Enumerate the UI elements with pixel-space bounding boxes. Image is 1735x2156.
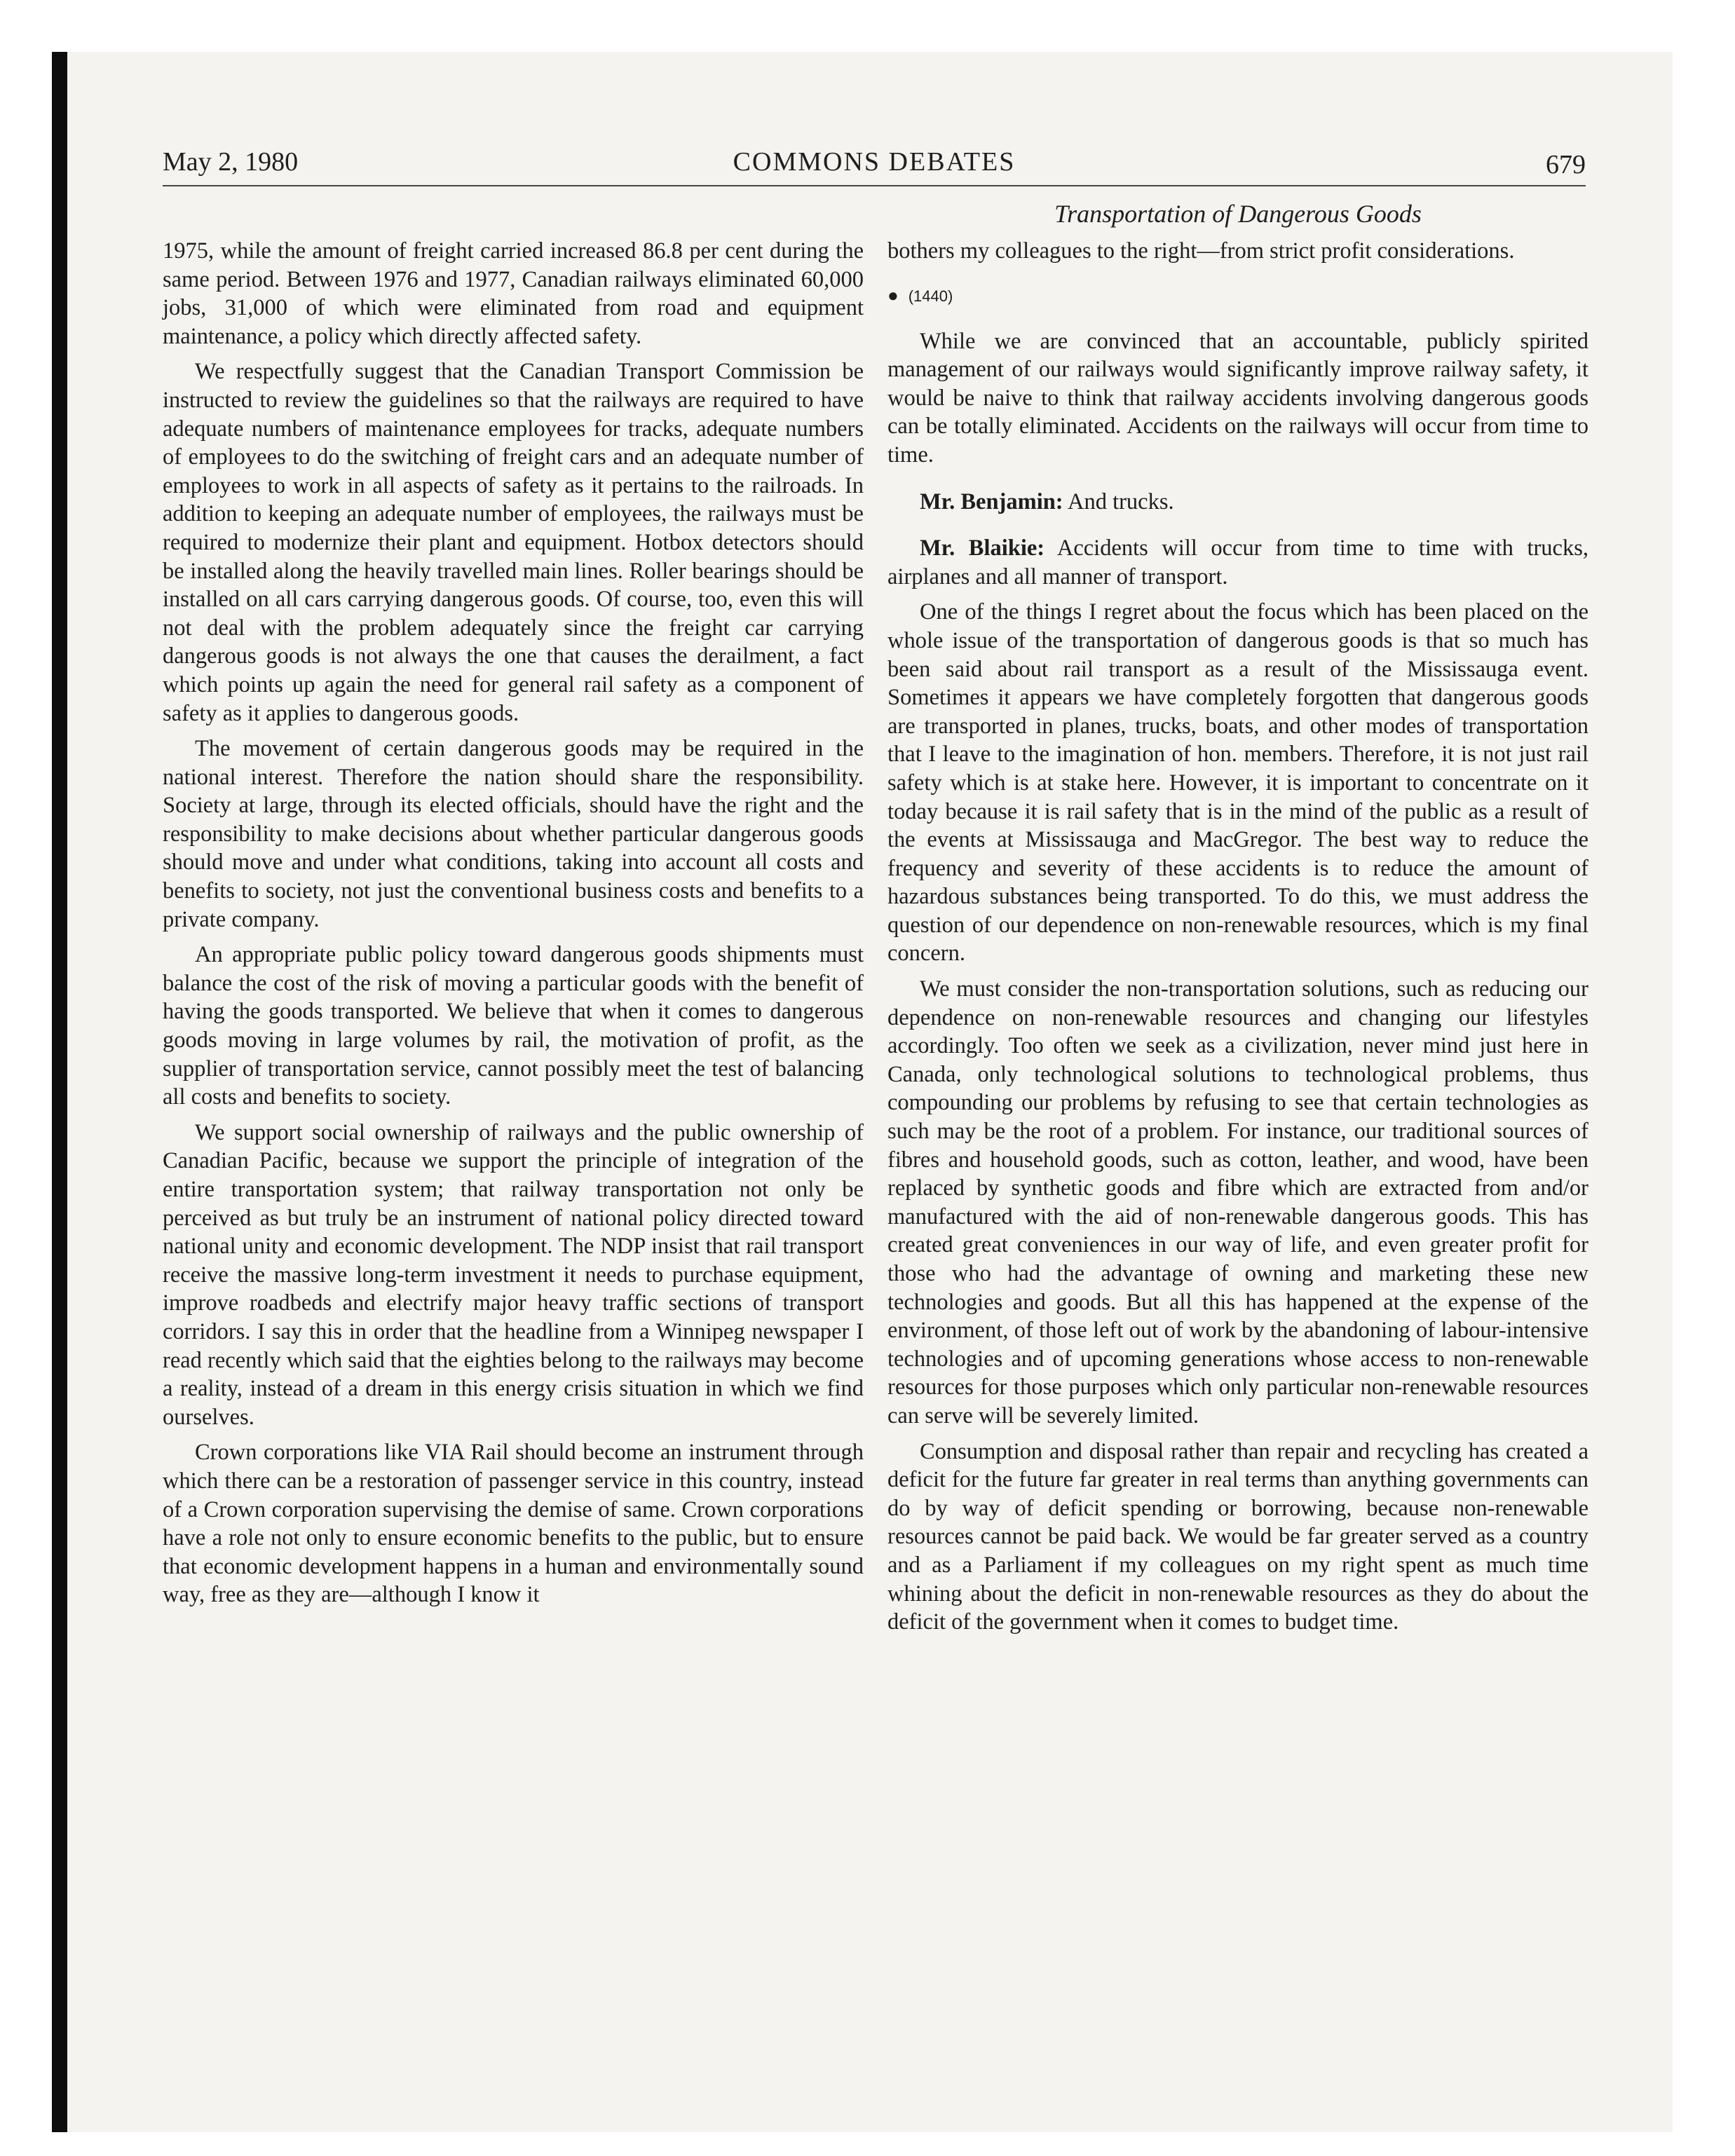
time-marker: [887, 281, 1588, 311]
header-date: May 2, 1980: [163, 147, 299, 177]
bullet-icon: ●: [887, 284, 899, 306]
page-header: [163, 144, 1586, 186]
speech-blaikie: [887, 534, 1588, 591]
speech-text: And trucks.: [1067, 489, 1174, 514]
paragraph: One of the things I regret about the focus which has been placed on the whole issue of the transportation of dangerous goods is that so much has been said about rail transport as a result of the Mississauga event. Sometimes it appears we have completely forgotten that dangerous goods are transported in planes, trucks, boats, and other modes of transportation that I leave to the imagination of hon. members. Therefore, it is not just rail safety which is at stake here. However, it is important to concentrate on it today because it is rail safety that is in the mind of the public as a result of the events at Mississauga and MacGregor. The best way to reduce the frequency and severity of these accidents is to reduce the amount of hazardous substances being transported. To do this, we must address the question of our dependence on non-renewable resources, which is my final concern.: [887, 599, 1588, 967]
speech-benjamin: [887, 488, 1588, 517]
paragraph: We must consider the non-transportation solutions, such as reducing our dependence on non-renewable resources and changing our lifestyles accordingly. Too often we seek as a civilization, never mind just here in Canada, only technological solutions to technological problems, thus compounding our problems by refusing to see that certain technologies as such may be the root of a problem. For instance, our traditional sources of fibres and household goods, such as cotton, leather, and wood, have been replaced by synthetic goods and fibre which are extracted from and/or manufactured with the aid of non-renewable dangerous goods. This has created great conveniences in our way of life, and even greater profit for those who had the advantage of owning and marketing these new technologies and goods. But all this has happened at the expense of the environment, of those left out of work by the abandoning of labour-intensive technologies and of upcoming generations whose access to non-renewable resources for those purposes which only particular non-renewable resources can serve will be severely limited.: [887, 976, 1588, 1428]
time-marker-text: (1440): [908, 287, 953, 305]
running-subject: Transportation of Dangerous Goods: [1054, 200, 1422, 228]
left-column: [163, 237, 864, 1616]
paragraph: We support social ownership of railways and the public ownership of Canadian Pacific, because we support the principle of integration of the entire transportation system; that railway transportation not only be perceived as but truly be an instrument of national policy directed toward national unity and economic development. The NDP insist that rail transport receive the massive long-term investment it needs to purchase equipment, improve roadbeds and electrify major heavy traffic sections of transport corridors. I say this in order that the headline from a Winnipeg newspaper I read recently which said that the eighties belong to the railways may become a reality, instead of a dream in this energy crisis situation in which we find ourselves.: [163, 1119, 864, 1430]
right-column: [887, 237, 1588, 1644]
scan-border: [52, 52, 67, 2132]
paragraph: Crown corporations like VIA Rail should become an instrument through which there can be a restoration of passenger service in this country, instead of a Crown corporation supervising the demise of same. Crown corporations have a role not only to ensure economic benefits to the public, but to ensure that economic development happens in a human and environmentally sound way, free as they are—although I know it: [163, 1440, 864, 1608]
paragraph: While we are convinced that an accountable, publicly spirited management of our railways would significantly improve railway safety, it would be naive to think that railway accidents involving dangerous goods can be totally eliminated. Accidents on the railways will occur from time to time.: [887, 328, 1588, 468]
page-number: 679: [1546, 150, 1586, 179]
paragraph: 1975, while the amount of freight carried increased 86.8 per cent during the same period. Between 1976 and 1977, Canadian railways eliminated 60,000 jobs, 31,000 of which were eliminated from road and equipment maintenance, a policy which directly affected safety.: [163, 238, 864, 349]
speech-text: Accidents will occur from time to time with trucks, airplanes and all manner of transport.: [887, 535, 1588, 589]
paragraph: The movement of certain dangerous goods may be required in the national interest. Therefore the nation should share the responsibility. Society at large, through its elected officials, should have the right and the responsibility to make decisions about whether particular dangerous goods should move and under what conditions, taking into account all costs and benefits to society, not just the conventional business costs and benefits to a private company.: [163, 736, 864, 932]
paragraph: We respectfully suggest that the Canadian Transport Commission be instructed to review the guidelines so that the railways are required to have adequate numbers of maintenance employees for tracks, adequate numbers of employees to do the switching of freight cars and an adequate number of employees to work in all aspects of safety as it pertains to the railroads. In addition to keeping an adequate number of employees, the railways must be required to modernize their plant and equipment. Hotbox detectors should be installed along the heavily travelled main lines. Roller bearings should be installed on all cars carrying dangerous goods. Of course, too, even this will not deal with the problem adequately since the freight car carrying dangerous goods is not always the one that causes the derailment, a fact which points up again the need for general rail safety as a component of safety as it applies to dangerous goods.: [163, 359, 864, 726]
paragraph: bothers my colleagues to the right—from strict profit considerations.: [887, 238, 1515, 264]
header-title: COMMONS DEBATES: [733, 147, 1016, 177]
paragraph: Consumption and disposal rather than repair and recycling has created a deficit for the future far greater in real terms than anything governments can do by way of deficit spending or borrowing, because non-renewable resources cannot be paid back. We would be far greater served as a country and as a Parliament if my colleagues on my right spent as much time whining about the deficit in non-renewable resources as they do about the deficit of the government when it comes to budget time.: [887, 1438, 1588, 1635]
paragraph: An appropriate public policy toward dangerous goods shipments must balance the cost of the risk of moving a particular goods with the benefit of having the goods transported. We believe that when it comes to dangerous goods moving in large volumes by rail, the motivation of profit, as the supplier of transportation service, cannot possibly meet the test of balancing all costs and benefits to society.: [163, 942, 864, 1110]
speaker-name: Mr. Blaikie:: [920, 535, 1045, 561]
speaker-name: Mr. Benjamin:: [920, 489, 1063, 514]
